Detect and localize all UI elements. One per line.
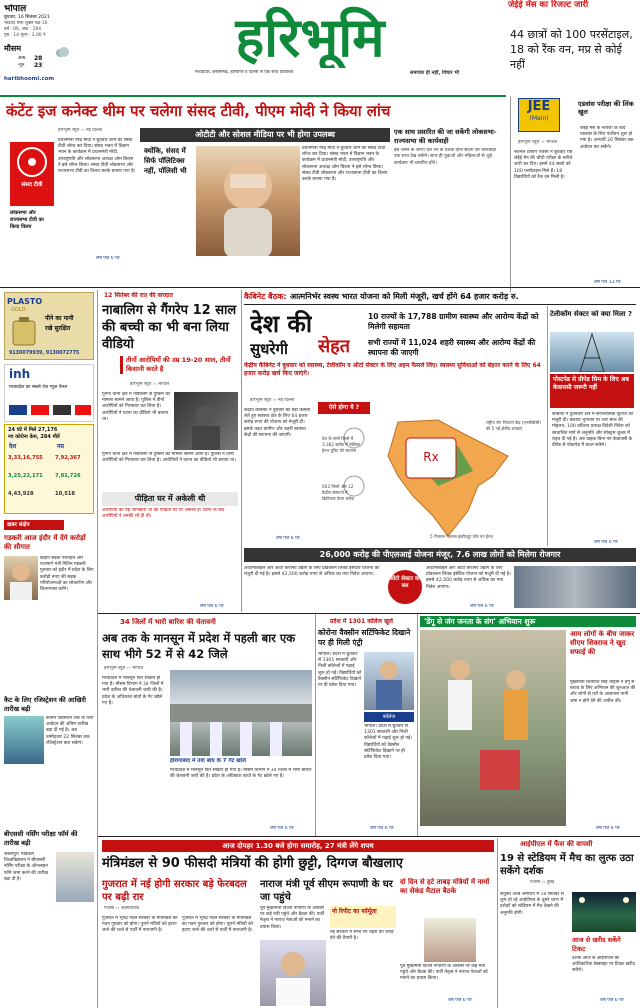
ipl-more[interactable]: शेष पेज 6 पर — [600, 998, 624, 1003]
vaccine-body-2: भोपाल। प्रदेश में बुधवार से 1301 सरकारी और निजी कॉलेजों में पढ़ाई शुरू हो गई। विद्यार्थियों को वैक्सीन सर्टिफिकेट दिखाने पर ही प्रवेश दिया गया। — [364, 724, 413, 761]
no-repeat-title: नो रिपीट का फॉर्मूला — [330, 906, 396, 928]
temp-min-label: न्यून. — [18, 63, 26, 68]
covid-col-state: मप्र — [57, 443, 65, 450]
pli-more[interactable]: शेष पेज 6 पर — [470, 604, 494, 609]
cabinet-label: कैबिनेट बैठक: — [244, 292, 287, 301]
sansad-tv-text: संसद टीवी — [21, 182, 43, 188]
edition-city: भोपाल — [4, 4, 27, 14]
lead-right-body: इस चैनल के जरिए देश भर के दर्शक दोनों सदनों की कार्यवाही एक साथ देख सकेंगे। साथ ही युवाओं और महिलाओं से जुड़े कार्यक्रम भी प्रसारित होंगे। — [394, 148, 496, 166]
rain-body-2: मध्यप्रदेश में मानसून फिर सक्रिय हो गया है। मौसम विभाग ने 34 जिलों में भारी बारिश की चेतावनी जारी की है। प्रदेश के अधिकांश बांधों के गेट खोले गए हैं। — [170, 768, 312, 780]
fact-3: 5 रीजनल नेशनल इंस्टीट्यूट फॉर वन हेल्थ — [430, 534, 493, 539]
lead-quote: क्योंकि, संसद में सिर्फ पॉलिटिक्स नहीं, पॉलिसी भी — [144, 147, 187, 175]
box-body: पूर्व मुख्यमंत्री विजय रूपाणी के आवास पर कई मंत्री पहुंचे और बैठक की। पार्टी नेतृत्व ने नाराज नेताओं को मनाने का प्रयास किया। — [400, 964, 488, 982]
edition-issue: वर्ष : 06, अंक : 194 — [4, 27, 42, 32]
crime-divider — [241, 290, 242, 612]
cloud-icon — [54, 46, 70, 58]
stadium-photo — [572, 892, 636, 932]
nursing-headline[interactable]: बीएससी नर्सिंग परीक्षा फॉर्म की तारीख बढ़ी — [4, 830, 78, 847]
inh-brand: inh — [9, 367, 31, 381]
logo-tagline: समाचार ही नहीं, विचार भी — [410, 70, 460, 76]
jee-logo — [518, 98, 560, 132]
covid-cases-state: 7,92,367 — [55, 455, 81, 461]
rain-kicker: 34 जिलों में भारी बारिश की चेतावनी — [120, 618, 216, 626]
pli-body-2: ऑटोमोबाइल और ऑटो कंपोनेंट उद्योग के लिए प्रोडक्शन लिंक्ड इंसेंटिव योजना को मंजूरी दी गई है। इससे 42,500 करोड़ रुपए से अधिक का नया निवेश आएगा। — [426, 566, 511, 590]
lead-headline[interactable]: कंटेंट इज कनेक्ट थीम पर चलेगा संसद टीवी, पीएम मोदी ने किया लांच — [6, 102, 391, 120]
no-repeat-body: नई सरकार में सभी नए चेहरों को जगह देने की तैयारी है। — [330, 930, 394, 942]
crime-byline: हरिभूमि ब्यूरो ›› भोपाल — [130, 382, 170, 387]
left-column-divider — [97, 290, 98, 1008]
lead-subheadline: ओटीटी और सोशल मीडिया पर भी होगा उपलब्ध — [140, 128, 390, 142]
jee-title: एडवांस परीक्षा की लिंक खुल — [578, 100, 634, 116]
lead-right-title: एक साथ प्रसारित की जा सकेंगी लोकसभा-राज्यसभा की कार्यवाही — [394, 128, 497, 145]
covid-recovered-state: 7,81,726 — [55, 473, 81, 479]
gadkari-headline[interactable]: गडकरी आज इंदौर में देंगे करोड़ों की सौगात — [4, 534, 86, 551]
rain-divider — [315, 614, 316, 836]
newspaper-logo: हरिभूमि — [235, 6, 385, 68]
cabinet-mp-kicker: आज दोपहर 1.30 बजे होगा समारोह, 27 मंत्री लेंगे शपथ — [102, 840, 494, 852]
temp-min-value: 23 — [34, 62, 43, 69]
jee-divider — [510, 96, 511, 292]
ipl-headline[interactable]: 19 से स्टेडियम में मैच का लुत्फ उठा सकेंगे दर्शक — [500, 853, 634, 877]
covid-box — [4, 424, 94, 514]
ipl-divider — [497, 838, 498, 1008]
plasto-phone: 9130079939, 9130072775 — [9, 351, 80, 356]
cabinet-big-3: सेहत — [318, 336, 350, 357]
crime-box-body: आरोपियों को यह जानकारी थी कि पीड़िता घर पर अकेली है। घटना के बाद आरोपियों ने धमकी भी दी थी। — [102, 508, 225, 520]
jee-right-body: जेईई मेंस के नतीजों के बाद एडवांस के लिए पंजीयन शुरू हो गया है। अभ्यर्थी 20 सितंबर तक आवेदन कर सकेंगे। — [580, 126, 634, 150]
news-brief-kicker: खबर संक्षेप — [4, 520, 64, 530]
gujarat-body-2: गुजरात में भूपेंद्र पटेल सरकार के मंत्रिमंडल का गठन गुरुवार को होगा। पुराने मंत्रियों को हटाए जाने की चर्चा से पार्टी में नाराजगी है। — [182, 916, 253, 934]
logo-subtitle: मध्यप्रदेश, छत्तीसगढ़, हरियाणा व दिल्ली से एक साथ प्रकाशित — [195, 70, 294, 75]
politician-photo — [424, 918, 476, 962]
auto-badge: ऑटो सेक्टर को बल — [388, 570, 422, 604]
ipl-byline: एजेंसी ›› दुबई — [530, 880, 555, 885]
cabinet-big-2: सुधरेगी — [250, 340, 288, 358]
crime-body-2: गुनगा थाना क्षेत्र में नाबालिग से दुष्कर्म का मामला सामने आया है। पुलिस ने तीनों आरोपियों को गिरफ्तार कर लिया है। आरोपियों ने घटना का वीडियो भी बनाया था। — [102, 452, 236, 464]
telecom-sub: पोस्टपेड से प्रीपेड सिम के लिए अब केवायसी जरूरी नहीं — [550, 374, 634, 408]
dengue-headline[interactable]: 'डेंगू से जंग जनता के संग' अभियान शुरू — [420, 616, 636, 627]
masthead — [0, 0, 640, 96]
temp-max-value: 28 — [34, 55, 43, 62]
crime-box-title: पीड़िता घर में अकेली थी — [102, 492, 238, 506]
telecom-more[interactable]: शेष पेज 6 पर — [594, 540, 618, 545]
jee-logo-sub: (Main) — [529, 115, 549, 122]
pli-headline[interactable]: 26,000 करोड़ की पीएलआई योजना मंजूर, 7.6 लाख लोगों को मिलेगा रोजगार — [244, 548, 636, 562]
fact-2: 602 जिलों और 12 केंद्रीय संस्थानों में क्रिटिकल केयर ब्लॉक — [322, 484, 355, 501]
vaccine-more[interactable]: शेष पेज 6 पर — [370, 826, 394, 831]
gadkari-body: केंद्रीय सड़क परिवहन और राजमार्ग मंत्री नितिन गडकरी गुरुवार को इंदौर में प्रदेश के लिए करोड़ों रुपए की सड़क परियोजनाओं का लोकार्पण और शिलान्यास करेंगे। — [40, 556, 94, 593]
vaccine-kicker: प्रदेश में 1301 कॉलेज खुले — [330, 618, 393, 625]
jee-banner-title: जेईई मेंस का रिजल्ट जारी — [508, 0, 589, 10]
cabinet-headline[interactable]: आत्मनिर्भर स्वस्थ भारत योजना को मिली मंजूरी, खर्च होंगे 64 हजार करोड़ रु. — [290, 292, 519, 301]
plasto-ad[interactable] — [4, 292, 94, 360]
cat-body: कॉमन एडमिशन टेस्ट के लिए आवेदन की अंतिम तारीख बढ़ा दी गई है। अब उम्मीदवार 22 सितंबर तक रजिस्ट्रेशन करा सकेंगे। — [46, 716, 94, 746]
inh-ad[interactable] — [4, 364, 94, 422]
lead-photo-text: प्रधानमंत्री नरेंद्र मोदी ने बुधवार शाम को संसद टीवी लॉन्च कर दिया। संसद भवन में विज्ञान भवन के कार्यक्रम में प्रधानमंत्री मोदी, उपराष्ट्रपति और लोकसभा अध्यक्ष ओम बिरला ने इसे लॉन्च किया। संसद टीवी लोकसभा और राज्यसभा टीवी का विलय करके बनाया गया है। — [302, 146, 388, 183]
crime-headline[interactable]: नाबालिग से गैंगरेप 12 साल की बच्ची का भी बना लिया वीडियो — [102, 303, 237, 352]
jee-more[interactable]: शेष पेज 13 पर — [594, 280, 621, 285]
gadkari-photo — [4, 556, 38, 600]
covid-deaths-country: 4,43,928 — [8, 491, 34, 497]
sansad-tv-logo — [10, 142, 54, 206]
cabinet-how: ऐसे होगा ये ? — [318, 402, 370, 414]
masthead-info — [4, 4, 72, 84]
dam-photo — [170, 670, 312, 756]
cabinet-mp-more[interactable]: शेष पेज 6 पर — [448, 998, 472, 1003]
pli-body: ऑटोमोबाइल और ऑटो कंपोनेंट उद्योग के लिए प्रोडक्शन लिंक्ड इंसेंटिव योजना को मंजूरी दी गई है। इससे 42,500 करोड़ रुपए से अधिक का नया निवेश आएगा। — [244, 566, 380, 578]
temp-max-label: अधि. — [18, 56, 27, 61]
covid-col-country: देश — [9, 443, 17, 450]
crime-kicker: 12 सितंबर की रात की वारदात — [104, 292, 173, 299]
nursing-body: जबलपुर। मेडिकल विश्वविद्यालय ने बीएससी नर्सिंग परीक्षा के ऑनलाइन फॉर्म जमा करने की तारीख बढ़ा दी है। — [4, 852, 48, 882]
cat-headline[interactable]: कैट के लिए रजिस्ट्रेशन की आखिरी तारीख बढ़ी — [4, 696, 86, 713]
jee-byline: हरिभूमि ब्यूरो ›› भोपाल — [518, 140, 558, 145]
tower-photo — [550, 332, 634, 372]
dengue-photo — [420, 630, 566, 826]
dengue-more[interactable]: शेष पेज 6 पर — [596, 826, 620, 831]
lower-rule — [98, 836, 640, 837]
svg-text:Rx: Rx — [423, 450, 439, 464]
fact-4: राष्ट्रीय रोग नियंत्रण केंद्र (एनसीडीसी) की 5 नई क्षेत्रीय शाखाएं — [486, 420, 541, 431]
lead-bottom-rule — [0, 287, 640, 288]
covid-recovered-country: 3,25,22,171 — [8, 473, 43, 479]
nursing-photo — [56, 852, 94, 902]
website-label[interactable]: haribhoomi.com — [4, 76, 55, 82]
covid-line-2: नए कोरोना केस, 284 मौतें — [8, 434, 60, 440]
vaccine-body: भोपाल। प्रदेश में बुधवार से 1301 सरकारी और निजी कॉलेजों में पढ़ाई शुरू हो गई। विद्यार्थियों को वैक्सीन सर्टिफिकेट दिखाने पर ही प्रवेश दिया गया। — [318, 652, 362, 689]
weather-box — [4, 44, 70, 72]
jee-logo-text: JEE — [527, 99, 551, 114]
modi-photo — [196, 146, 300, 256]
telecom-divider — [547, 306, 548, 546]
ipl-kicker: आईपीएल में फैंस की वापसी — [520, 840, 593, 848]
cabinet-byline: हरिभूमि ब्यूरो ›› नई दिल्ली — [250, 398, 295, 403]
masthead-divider — [0, 95, 506, 97]
rupani-headline[interactable]: नाराज मंत्री पूर्व सीएम रूपाणी के घर जा पहुंचे — [260, 879, 393, 903]
telecom-body: कैबिनेट ने दूरसंचार क्षेत्र में संरचनात्मक सुधारों को मंजूरी दी। बकाया भुगतान पर चार साल की मोहलत, 100 प्रतिशत प्रत्यक्ष विदेशी निवेश को स्वचालित मार्ग से अनुमति और स्पेक्ट्रम शुल्क में राहत दी गई है। अब ग्राहक बिना नए केवायसी के प्रीपेड से पोस्टपेड में बदल सकेंगे। — [552, 412, 634, 449]
telecom-title: टेलीकॉम सेक्टर को क्या मिला ? — [550, 310, 633, 318]
gujarat-byline: एजेंसी ›› अहमदाबाद — [104, 906, 140, 911]
jee-body: नेशनल टेस्टिंग एजेंसी ने बुधवार रात जेईई मेन की चौथी परीक्षा के नतीजे जारी कर दिए। इसमें 44 छात्रों को 100 परसेंटाइल मिले हैं। 18 विद्यार्थियों को रैंक वन मिली है। — [514, 150, 573, 180]
plasto-brand: PLASTO — [7, 297, 43, 306]
cat-photo — [4, 716, 44, 764]
covid-cases-country: 3,33,16,755 — [8, 455, 43, 461]
gujarat-body: गुजरात में भूपेंद्र पटेल सरकार के मंत्रिमंडल का गठन गुरुवार को होगा। पुराने मंत्रियों को हटाए जाने की चर्चा से पार्टी में नाराजगी है। — [102, 916, 178, 934]
cabinet-rule — [244, 304, 636, 305]
jee-banner-text: 44 छात्रों को 100 परसेंटाइल, 18 को रैंक वन, मप्र से कोई नहीं — [510, 28, 633, 71]
vaccine-headline[interactable]: कोरोना वैक्सीन सर्टिफिकेट दिखाने पर ही मिली एंट्री — [318, 628, 411, 647]
rain-byline: हरिभूमि ब्यूरो ›› भोपाल — [104, 666, 144, 671]
lead-more[interactable]: शेष पेज 6 पर — [96, 256, 120, 261]
cm-body: मुख्यमंत्री शिवराज सिंह चौहान ने डेंगू से बचाव के लिए अभियान की शुरुआत की और लोगों से घरों के आसपास पानी जमा न होने देने की अपील की। — [570, 680, 636, 704]
rain-body: मध्यप्रदेश में मानसून फिर सक्रिय हो गया है। मौसम विभाग ने 34 जिलों में भारी बारिश की चेतावनी जारी की है। प्रदेश के अधिकांश बांधों के गेट खोले गए हैं। — [102, 676, 164, 706]
covid-line-1: 24 घंटे में मिले 27,176 — [8, 427, 58, 433]
crime-body: गुनगा थाना क्षेत्र में नाबालिग से दुष्कर्म का मामला सामने आया है। पुलिस ने तीनों आरोपियों को गिरफ्तार कर लिया है। आरोपियों ने घटना का वीडियो भी बनाया था। — [102, 392, 171, 422]
student-photo — [364, 652, 414, 710]
crime-subheadline: तीनों आरोपियों की उम्र 19-20 साल, तीनों किसानी करते है — [120, 356, 238, 374]
jee-result-banner[interactable] — [506, 0, 640, 96]
college-badge: कॉलेज — [364, 712, 414, 722]
gujarat-headline[interactable]: गुजरात में नई होगी सरकार बड़े फेरबदल पर बढ़ी रार — [102, 879, 247, 903]
plasto-sub: GOLD — [11, 307, 26, 313]
cabinet-body: केंद्रीय कैबिनेट ने बुधवार को बड़ा फैसला लेते हुए स्वास्थ्य क्षेत्र के लिए 64 हजार करोड़ रुपए की योजना को मंजूरी दी। इसके तहत ग्रामीण और शहरी स्वास्थ्य केंद्रों की स्थापना की जाएगी। — [244, 408, 311, 438]
dth-logos — [9, 403, 91, 417]
lead-body: प्रधानमंत्री नरेंद्र मोदी ने बुधवार शाम को संसद टीवी लॉन्च कर दिया। संसद भवन में विज्ञान भवन के कार्यक्रम में प्रधानमंत्री मोदी, उपराष्ट्रपति और लोकसभा अध्यक्ष ओम बिरला ने इसे लॉन्च किया। संसद टीवी लोकसभा और राज्यसभा टीवी का विलय करके बनाया गया है। — [58, 138, 136, 175]
rain-more[interactable]: शेष पेज 6 पर — [270, 826, 294, 831]
cm-headline[interactable]: आम लोगों के बीच जाकर सीएम शिवराज ने खुद सफाई की — [570, 630, 635, 656]
ipl-side-body: दर्शक आज से आईपीएल की आधिकारिक वेबसाइट पर टिकट खरीद सकेंगे। — [572, 956, 636, 974]
weather-label: मौसम — [4, 44, 22, 53]
edition-price: पृष्ठ : 14 मूल्य : 3.00 ₹ — [4, 33, 46, 38]
dam-caption: होशंगाबाद में तवा बांध के 7 गेट खोले — [170, 758, 246, 764]
edition-date: बुधवार, 16 सितंबर 2021 — [4, 15, 50, 20]
water-tank-icon — [11, 317, 37, 347]
crime-photo — [174, 392, 238, 450]
plasto-text-1: पीने का पानी — [45, 315, 74, 322]
box-title: दो दिन से हटे ताबड़ मंत्रियों में नामों का सेकंड मैटाल बैठके — [400, 878, 490, 895]
cabinet-mp-headline[interactable]: मंत्रिमंडल से 90 फीसदी मंत्रियों की होगी छुट्टी, दिग्गज बौखलाए — [102, 856, 403, 871]
middle-rule — [98, 613, 640, 614]
cabinet-bullet-2: सभी राज्यों में 11,024 शहरी स्वास्थ्य और आरोग्य केंद्रों की स्थापना की जाएगी — [368, 338, 536, 357]
vaccine-divider — [417, 614, 418, 836]
inh-tagline: मध्यप्रदेश का सबसे तेज़ न्यूज़ चैनल — [9, 385, 68, 390]
ipl-body: संयुक्त अरब अमीरात में 19 सितंबर से शुरू हो रहे आईपीएल के दूसरे चरण में दर्शकों को स्टेडियम में मैच देखने की अनुमति होगी। — [500, 892, 564, 916]
cabinet-intro: केंद्रीय कैबिनेट ने बुधवार को स्वास्थ्य, टेलीकॉम व ऑटो सेक्टर के लिए अहम फैसले लिए। स्वास्थ्य सुविधाओं को बेहतर करने के लिए 64 हजार करोड़ खर्च किए जाएंगे। — [244, 362, 541, 377]
lead-caption: लोकसभा और राज्यसभा टीवी का किया विलय — [10, 210, 44, 230]
plasto-text-2: रखे सुरक्षित — [45, 325, 71, 332]
fact-1: देश के सभी जिलों में 3,382 ब्लॉक में पब्लिक हेल्थ यूनिट की स्थापना — [322, 436, 361, 453]
edition-tithi: भाद्रपद मास शुक्ल पक्ष-10 — [4, 21, 48, 26]
cabinet-big-1: देश की — [250, 310, 313, 338]
ipl-side-title: आज से खरीद सकेंगे टिकट — [572, 936, 621, 953]
rupani-photo — [260, 940, 326, 1006]
rain-headline[interactable]: अब तक के मानसून में प्रदेश में पहली बार एक साथ भीगे 52 में से 42 जिले — [102, 631, 296, 661]
lead-byline: हरिभूमि ब्यूरो ›› नई दिल्ली — [58, 128, 103, 133]
covid-deaths-state: 10,518 — [55, 491, 76, 497]
rupani-body: पूर्व मुख्यमंत्री विजय रूपाणी के आवास पर कई मंत्री पहुंचे और बैठक की। पार्टी नेतृत्व ने नाराज नेताओं को मनाने का प्रयास किया। — [260, 906, 325, 930]
cabinet-bullet-1: 10 राज्यों के 17,788 ग्रामीण स्वास्थ्य और आरोग्य केंद्रों को मिलेगी सहायता — [368, 312, 539, 331]
factory-photo — [514, 566, 636, 608]
cabinet-more[interactable]: शेष पेज 6 पर — [276, 536, 300, 541]
crime-more[interactable]: शेष पेज 6 पर — [200, 604, 224, 609]
